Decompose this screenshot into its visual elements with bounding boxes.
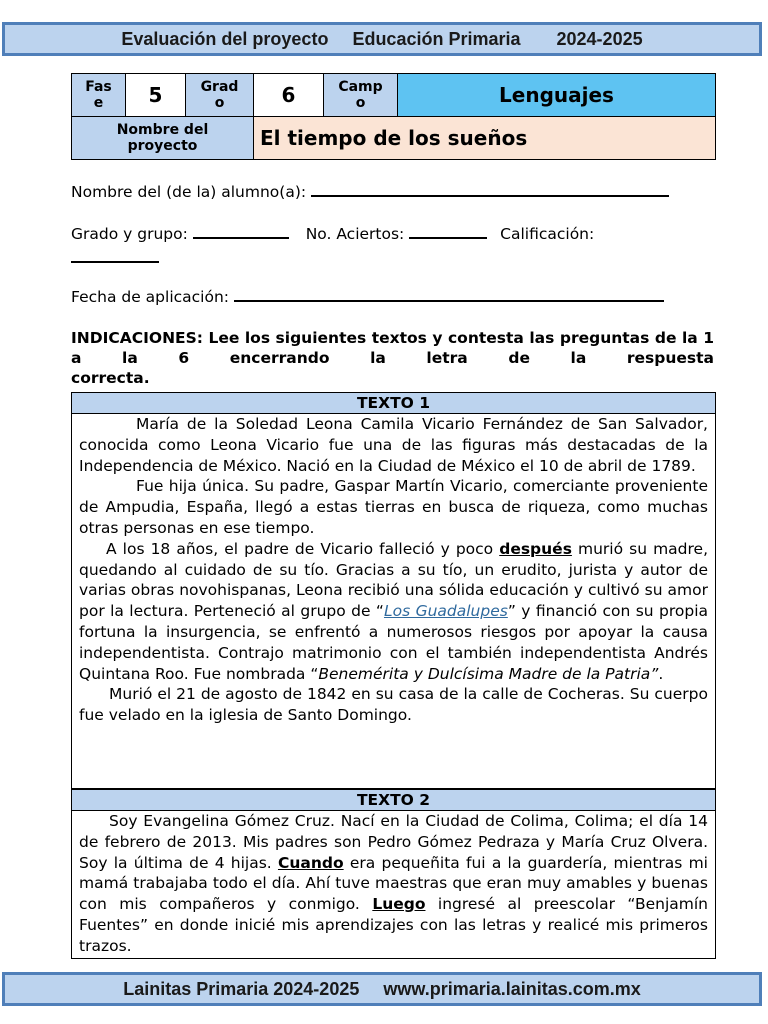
alumno-blank[interactable] bbox=[311, 181, 669, 197]
keyword-cuando: Cuando bbox=[277, 853, 344, 872]
instructions-line1: INDICACIONES: Lee los siguientes textos y contesta las preguntas de la 1 a la 6 encerrando la letra de la respuesta bbox=[71, 329, 714, 367]
header-title: Evaluación del proyecto bbox=[121, 28, 329, 49]
fase-label: Fas e bbox=[72, 74, 126, 117]
texto2-title: TEXTO 2 bbox=[72, 789, 715, 811]
footer-name: Lainitas Primaria 2024-2025 bbox=[123, 978, 360, 999]
grado-grupo-label: Grado y grupo: bbox=[71, 225, 188, 243]
project-info-table bbox=[71, 73, 716, 160]
texto2-body bbox=[72, 811, 715, 957]
instructions-line2: correcta. bbox=[71, 369, 150, 387]
proyecto-value: El tiempo de los sueños bbox=[254, 117, 716, 160]
instructions bbox=[71, 328, 714, 388]
proyecto-label: Nombre del proyecto bbox=[72, 117, 254, 160]
texto1-title: TEXTO 1 bbox=[72, 393, 715, 414]
keyword-luego: Luego bbox=[372, 895, 426, 914]
fecha-field bbox=[71, 286, 664, 306]
aciertos-label: No. Aciertos: bbox=[305, 225, 405, 243]
keyword-despues: después bbox=[499, 539, 572, 558]
alumno-label: Nombre del (de la) alumno(a): bbox=[71, 183, 307, 201]
grado-value: 6 bbox=[254, 74, 324, 117]
header-level: Educación Primaria bbox=[352, 28, 521, 49]
benemerita-title: Benemérita y Dulcísima Madre de la Patria” bbox=[318, 664, 659, 683]
aciertos-blank[interactable] bbox=[409, 223, 487, 239]
fecha-blank[interactable] bbox=[234, 286, 664, 302]
footer-bar bbox=[2, 972, 762, 1006]
calificacion-field bbox=[71, 247, 159, 267]
calificacion-label: Calificación: bbox=[500, 225, 595, 243]
calificacion-blank[interactable] bbox=[71, 247, 159, 263]
texto1-body bbox=[72, 414, 715, 726]
texto1-paragraph-2: Fue hija única. Su padre, Gaspar Martín Vicario, comerciante proveniente de Ampudia, España, llegó a estas tierras en busca de riqueza, como muchas otras personas en ese tiempo. bbox=[79, 477, 708, 537]
campo-label: Camp o bbox=[324, 74, 398, 117]
header-bar bbox=[2, 22, 762, 56]
grado-grupo-blank[interactable] bbox=[193, 223, 289, 239]
alumno-field bbox=[71, 181, 669, 201]
texto1-paragraph-4: Murió el 21 de agosto de 1842 en su casa de la calle de Cocheras. Su cuerpo fue velado en la iglesia de Santo Domingo. bbox=[79, 685, 708, 725]
texto1-box bbox=[71, 392, 716, 789]
grado-grupo-field bbox=[71, 223, 594, 243]
footer-url[interactable]: www.primaria.lainitas.com.mx bbox=[383, 978, 641, 999]
campo-value: Lenguajes bbox=[398, 74, 716, 117]
header-year: 2024-2025 bbox=[556, 28, 643, 49]
texto2-box bbox=[71, 789, 716, 959]
los-guadalupes-link[interactable]: Los Guadalupes bbox=[383, 602, 508, 621]
texto1-paragraph-1: María de la Soledad Leona Camila Vicario Fernández de San Salvador, conocida como Leona Vicario fue una de las figuras más destacadas de la Independencia de México. Nació en la Ciudad de México el 10 de abril de 1789. bbox=[79, 415, 708, 475]
fecha-label: Fecha de aplicación: bbox=[71, 288, 230, 306]
fase-value: 5 bbox=[126, 74, 186, 117]
texto1-paragraph-3: A los 18 años, el padre de Vicario falleció y poco después murió su madre, quedando al cuidado de su tío. Gracias a su tío, un erudito, jurista y autor de varias obras novohispanas, Leona recibió una sólida educación y cultivó su amor por la lectura. Perteneció al grupo de “Los Guadalupes” y financió con su propia fortuna la insurgencia, se enfrentó a numerosos riesgos por apoyar la causa independentista. Contrajo matrimonio con el también independentista Andrés Quintana Roo. Fue nombrada “Benemérita y Dulcísima Madre de la Patria”. bbox=[79, 539, 709, 683]
grado-label: Grad o bbox=[186, 74, 254, 117]
texto2-paragraph-1: Soy Evangelina Gómez Cruz. Nací en la Ciudad de Colima, Colima; el día 14 de febrero de 2013. Mis padres son Pedro Gómez Pedraza y María Cruz Olvera. Soy la última de 4 hijas. Cuando era pequeñita fui a la guardería, mientras mi mamá trabajaba todo el día. Ahí tuve maestras que eran muy amables y buenas con mis compañeros y conmigo. Luego ingresé al preescolar “Benjamín Fuentes” en donde inicié mis aprendizajes con las letras y realicé mis primeros trazos. bbox=[79, 812, 708, 955]
